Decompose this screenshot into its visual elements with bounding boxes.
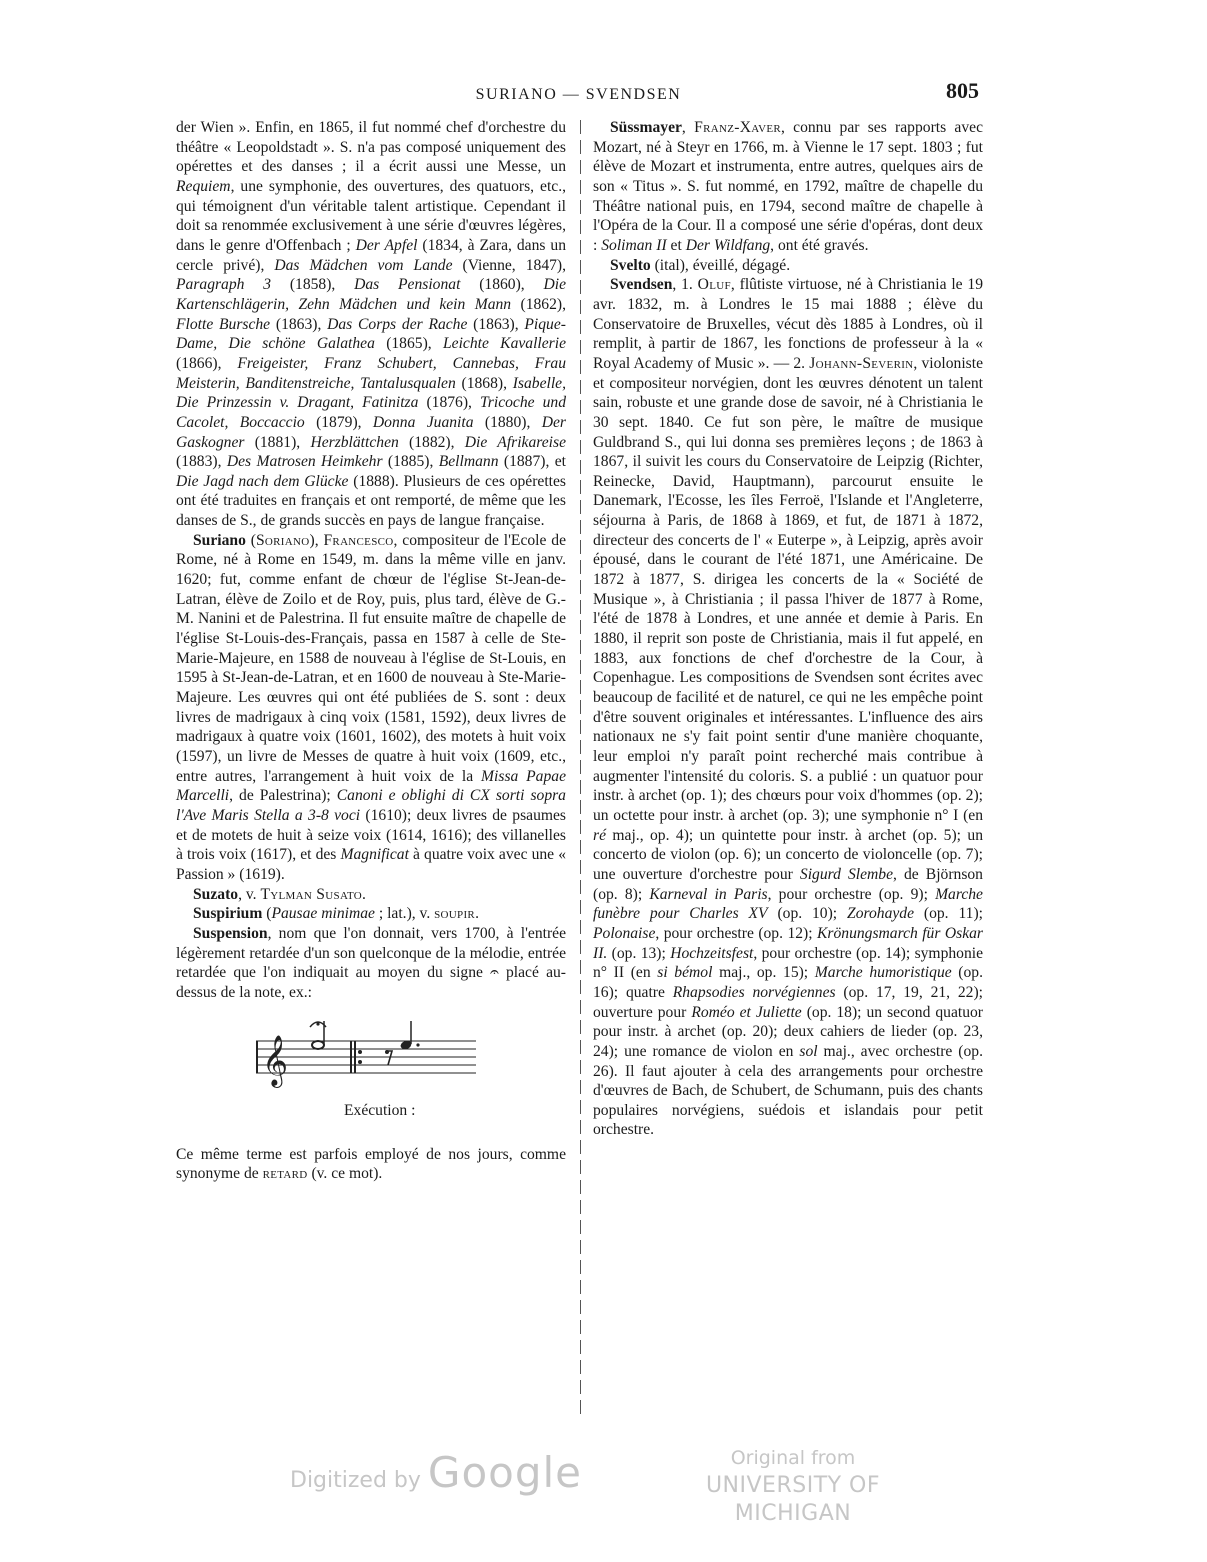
headword-suzato: Suzato — [193, 885, 239, 903]
university-label: UNIVERSITY OF MICHIGAN — [705, 1473, 881, 1526]
headword-suspirium: Suspirium — [193, 905, 263, 923]
headword-svendsen: Svendsen — [610, 276, 673, 294]
entry-suzato: Suzato, v. Tylman Susato. — [193, 885, 366, 903]
entry-suspirium: Suspirium (Pausae minimae ; lat.), v. soupir. — [193, 905, 479, 923]
suspension-closing: Ce même terme est parfois employé de nos jours, comme synonyme de retard (v. ce mot). — [176, 1145, 566, 1183]
music-example — [176, 1003, 566, 1145]
entry-svelto: Svelto (ital), éveillé, dégagé. — [610, 256, 791, 274]
page-number: 805 — [946, 78, 979, 103]
execution-label: Exécution : — [344, 1101, 416, 1119]
right-column — [593, 118, 983, 1140]
headword-suspension: Suspension — [193, 924, 268, 942]
headword-sussmayer: Süssmayer — [610, 119, 682, 136]
half-note — [312, 1041, 324, 1049]
music-staff-figure — [256, 1021, 476, 1091]
column-divider — [580, 120, 581, 1420]
running-head — [176, 78, 981, 114]
entry-suspension: Suspension, nom que l'on donnait, vers 1700, à l'entrée légèrement retardée d'un son quelconque de la mélodie, entrée retardée que l'on indiquait au moyen du signe 𝄐 placé au-dessus de la note, ex.: — [176, 924, 566, 1001]
entry-svendsen: Svendsen, 1. Oluf, flûtiste virtuose, né à Christiania le 19 avr. 1832, m. à Londres le 15 mai 1888 ; élève du Conservatoire de Bruxelles, vécut dès 1885 à Londres, où il remplit, à partir de 1867, les fonctions de professeur à la « Royal Academy of Music ». — 2. Johann-Severin, violoniste et compositeur norvégien, dont les œuvres dénotent un talent sain, robuste et une grande dose de savoir, né à Christiania le 30 sept. 1840. Ce fut son père, le maître de musique Guldbrand S., qui lui donna ses premières leçons ; de 1863 à 1867, il suivit les cours du Conservatoire de Leipzig (Richter, Reinecke, David, Hauptmann), parcourut ensuite le Danemark, l'Ecosse, les îles Ferroë, l'Islande et l'Angleterre, séjourna à Paris, de 1868 à 1869, et fut, de 1871 à 1872, directeur des concerts de l' « Euterpe », à Leipzig, après avoir épousé, dans le courant de l'été 1871, une Américaine. De 1872 à 1877, S. dirigea les concerts de la « Société de Musique », à Christiania ; il passa l'hiver de 1877 à Rome, l'été de 1878 à Londres, et une année et demie à Paris. En 1880, il reprit son poste de Christiania, mais il fut appelé, en 1883, aux fonctions de chef d'orchestre de la Cour, à Copenhague. Les compositions de Svendsen sont écrites avec beaucoup de facilité et de naturel, ce qui ne les empêche point d'être souvent originales et intéressantes. L'influence des airs nationaux ne s'y fait point sentir d'une manière choquante, leur emploi n'y paraît point recherché mais contribue à augmenter l'intensité du coloris. S. a publié : un quatuor pour instr. à archet (op. 1); des chœurs pour voix d'hommes (op. 2); un octette pour instr. à archet (op. 3); une symphonie n° I (en ré maj., op. 4); un quintette pour instr. à archet (op. 5); un concerto de violon (op. 6); un concerto de violoncelle (op. 7); une ouverture d'orchestre pour Sigurd Slembe, de Björnson (op. 8); Karneval in Paris, pour orchestre (op. 9); Marche funèbre pour Charles XV (op. 10); Zorohayde (op. 11); Polonaise, pour orchestre (op. 12); Krönungsmarch für Oskar II. (op. 13); Hochzeitsfest, pour orchestre (op. 14); symphonie n° II (en si bémol maj., op. 15); Marche humoristique (op. 16); quatre Rhapsodies norvégiennes (op. 17, 19, 21, 22); ouverture pour Roméo et Juliette (op. 18); un second quatuor pour instr. à archet (op. 20); deux cahiers de lieder (op. 23, 24); une romance de violon en sol maj., avec orchestre (op. 26). Il faut ajouter à cela des arrangements pour orchestre d'œuvres de Bach, de Schubert, de Schumann, puis des chants populaires norvégiens, suédois et islandais pour petit orchestre. — [593, 276, 984, 1139]
headword-suriano: Suriano — [193, 531, 246, 549]
strauss-entry-continuation: der Wien ». Enfin, en 1865, il fut nommé chef d'orchestre du théâtre « Leopoldstadt ». S. n'a pas composé uniquement des opérettes et des danses ; il a écrit aussi une Messe, un Requiem, une symphonie, des ouvertures, des quatuors, etc., qui témoignent d'un véritable talent artistique. Cependant il doit sa renommée exclusivement à une série d'œuvres légères, dans le genre d'Offenbach ; Der Apfel (1834, à Zara, dans un cercle privé), Das Mädchen vom Lande (Vienne, 1847), Paragraph 3 (1858), Das Pensionat (1860), Die Kartenschlägerin, Zehn Mädchen und kein Mann (1862), Flotte Bursche (1863), Das Corps der Rache (1863), Pique-Dame, Die schöne Galathea (1865), Leichte Kavallerie (1866), Freigeister, Franz Schubert, Cannebas, Frau Meisterin, Banditenstreiche, Tantalusqualen (1868), Isabelle, Die Prinzessin v. Dragant, Fatinitza (1876), Tricoche und Cacolet, Boccaccio (1879), Donna Juanita (1880), Der Gaskogner (1881), Herzblättchen (1882), Die Afrikareise (1883), Des Matrosen Heimkehr (1885), Bellmann (1887), et Die Jagd nach dem Glücke (1888). Plusieurs de ces opérettes ont été traduites en français et ont remporté, de même que les danses de S., de grands succès en pays de langue française. — [176, 119, 567, 530]
left-column — [176, 118, 566, 1184]
running-title: SURIANO — SVENDSEN — [475, 86, 682, 103]
entry-sussmayer: Süssmayer, Franz-Xaver, connu par ses rapports avec Mozart, né à Steyr en 1766, m. à Vienne le 17 sept. 1803 ; fut élève de Mozart et instrumenta, entre autres, quelques airs de son « Titus ». S. fut nommé, en 1792, maître de chapelle du Théâtre national puis, en 1794, second maître de chapelle à l'Opéra de la Cour. Il a composé une série d'opéras, dont deux : Soliman II et Der Wildfang, ont été gravés. — [593, 119, 983, 254]
digitization-footer — [0, 1440, 1207, 1526]
fermata-sign: 𝄐 — [490, 964, 499, 982]
treble-clef-icon: 𝄞 — [262, 1034, 289, 1086]
google-logo: Google — [427, 1448, 583, 1497]
digitized-by-watermark: Digitized by Google — [290, 1448, 583, 1497]
entry-suriano: Suriano (Soriano), Francesco, compositeur de l'Ecole de Rome, né à Rome en 1549, m. dans la même ville en janv. 1620; fut, comme enfant de chœur de l'église St-Jean-de-Latran, élève de Zoilo et de Roy, puis, plus tard, élève de G.-M. Nanini et de Palestrina. Il fut ensuite maître de chapelle de l'église St-Louis-des-Français, passa en 1587 à celle de Ste-Marie-Majeure, en 1588 de nouveau à l'église de St-Louis, en 1595 à St-Jean-de-Latran, et en 1600 de nouveau à Ste-Marie-Majeure. Les œuvres qui ont été publiées de S. sont : deux livres de madrigaux à cinq voix (1581, 1592), deux livres de madrigaux à quatre voix (1601, 1602), des motets à huit voix (1597), un livre de Messes de quatre à huit voix (1609, etc., entre autres, l'arrangement à huit voix de la Missa Papae Marcelli, de Palestrina); Canoni e oblighi di CX sorti sopra l'Ave Maris Stella a 3-8 voci (1610); deux livres de psaumes et de motets de huit à seize voix (1614, 1616); des villanelles à trois voix (1617), et des Magnificat à quatre voix avec une « Passion » (1619). — [176, 531, 567, 883]
headword-svelto: Svelto — [610, 256, 651, 274]
original-from-watermark: Original from UNIVERSITY OF MICHIGAN — [668, 1444, 918, 1528]
